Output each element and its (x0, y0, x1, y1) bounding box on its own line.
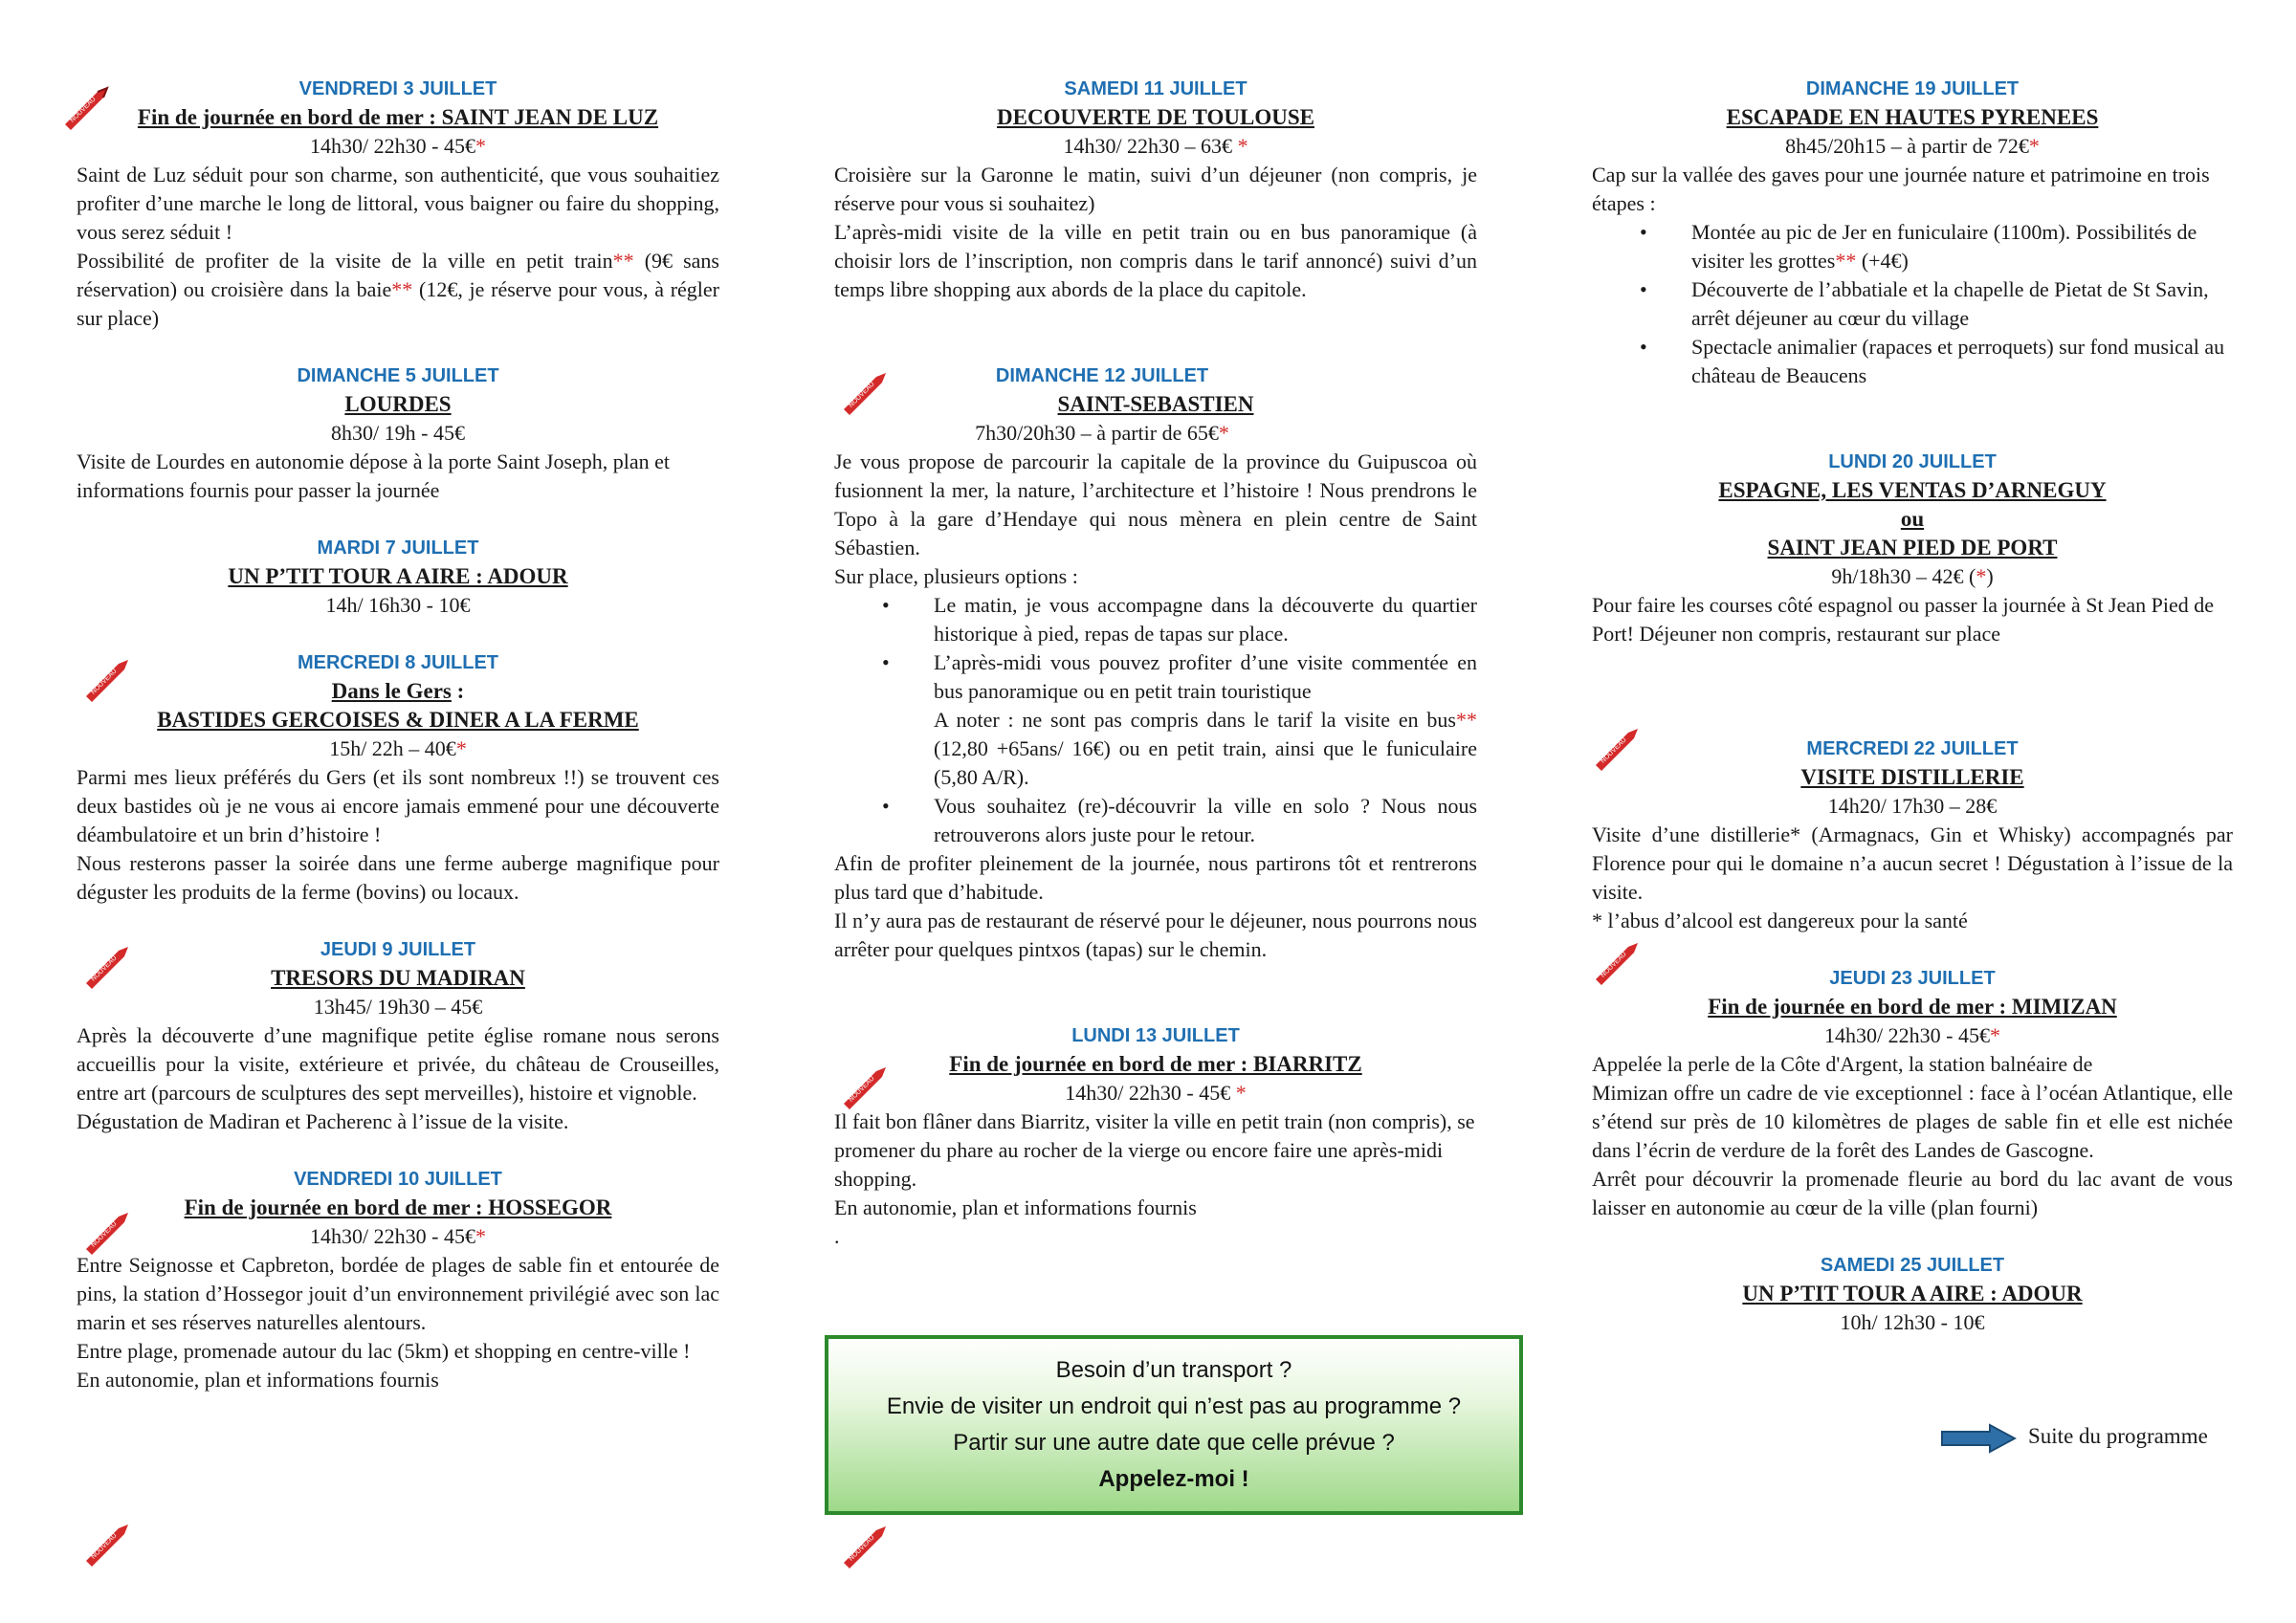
event-description: Pour faire les courses côté espagnol ou passer la journée à St Jean Pied de Port! Déjeuner non compris, restaurant sur place (1592, 593, 2215, 646)
next-program-link (1940, 1417, 2237, 1456)
event-time: 14h30/ 22h30 – 63€ * (1063, 134, 1248, 158)
event-date: DIMANCHE 5 JUILLET (297, 365, 499, 386)
event-time: 13h45/ 19h30 – 45€ (313, 995, 483, 1019)
event-description: Je vous propose de parcourir la capitale de la province du Guipuscoa où fusionnent la mer, la nature, l’architecture et l’histoire ! Nous prendrons le Topo à la gare d’Hendaye qui nous mènera en plein centre de Saint Sébastien. Sur place, plusieurs options : (834, 450, 1477, 588)
event-subtitle: Dans le Gers : (331, 679, 465, 703)
event-mimizan (1592, 964, 2233, 1222)
event-time: 8h45/20h15 – à partir de 72€* (1785, 134, 2040, 158)
list-item: • Découverte de l’abbatiale et la chapelle de Pietat de St Savin, arrêt déjeuner au cœur du village (1592, 275, 2233, 333)
svg-text:NOUVEAU: NOUVEAU (69, 96, 98, 124)
event-tour-aire-adour-2 (1592, 1251, 2233, 1337)
nouveau-ribbon-icon (82, 1519, 132, 1570)
event-description: Parmi mes lieux préférés du Gers (et ils sont nombreux !!) se trouvent ces deux bastides où je ne vous ai encore jamais emmené pour une découverte déambulatoire et un brin d’histoire ! Nous resterons passer la soirée dans une ferme auberge magnifique pour déguster les produits de la ferme (bovins) ou locaux. (77, 765, 719, 904)
event-title: Fin de journée en bord de mer : BIARRITZ (949, 1052, 1362, 1076)
transport-callout-box (825, 1335, 1523, 1515)
event-bastides-gercoises (77, 648, 719, 907)
event-time: 7h30/20h30 – à partir de 65€* (975, 421, 1229, 445)
event-ventas-arneguy (1592, 448, 2233, 648)
list-item: • Spectacle animalier (rapaces et perroquets) sur fond musical au château de Beaucens (1592, 333, 2233, 390)
event-description: Saint de Luz séduit pour son charme, son authenticité, que vous souhaitiez profiter d’une marche le long de littoral, vous baigner ou faire du shopping, vous serez séduit ! Possibilité de profiter de la visite de la ville en petit train** (9€ sans réservation) ou croisière dans la baie** (12€, je réserve pour vous, à régler sur place) (77, 163, 719, 330)
list-item: • Montée au pic de Jer en funiculaire (1100m). Possibilités de visiter les grottes** (+4€) (1592, 218, 2233, 275)
svg-text:NOUVEAU: NOUVEAU (90, 954, 119, 983)
event-title: UN P’TIT TOUR A AIRE : ADOUR (228, 564, 568, 588)
callout-line: Envie de visiter un endroit qui n’est pas au programme ? (886, 1393, 1462, 1419)
list-item: • Le matin, je vous accompagne dans la découverte du quartier historique à pied, repas de tapas sur place. (834, 591, 1477, 648)
column-2 (834, 75, 1477, 1251)
event-date: VENDREDI 3 JUILLET (298, 78, 497, 99)
svg-text:NOUVEAU: NOUVEAU (1600, 951, 1628, 979)
event-title: LOURDES (344, 392, 452, 416)
event-time: 14h30/ 22h30 - 45€* (1824, 1023, 2000, 1047)
list-item: • Vous souhaitez (re)-découvrir la ville en solo ? Nous nous retrouverons alors juste pour le retour. (834, 792, 1477, 849)
event-title-2: SAINT JEAN PIED DE PORT (1767, 536, 2058, 559)
event-description: Appelée la perle de la Côte d'Argent, la station balnéaire de Mimizan offre un cadre de vie exceptionnel : face à l’océan Atlantique, elle s’étend sur près de 10 kilomètres de plages de sable fin et elle est nichée dans l’écrin de verdure de la forêt des Landes de Gascogne. Arrêt pour découvrir la promenade fleurie au bord du lac avant de vous laisser en autonomie au cœur de la ville (plan fourni) (1592, 1052, 2233, 1219)
event-title: Fin de journée en bord de mer : SAINT JEAN DE LUZ (137, 105, 659, 129)
event-date: VENDREDI 10 JUILLET (294, 1169, 502, 1190)
nouveau-ribbon-icon (840, 1521, 890, 1572)
event-date: SAMEDI 11 JUILLET (1064, 78, 1247, 99)
callout-line: Besoin d’un transport ? (1055, 1357, 1292, 1383)
event-title: Fin de journée en bord de mer : HOSSEGOR (184, 1195, 612, 1219)
column-3 (1592, 75, 2233, 1337)
event-title: BASTIDES GERCOISES & DINER A LA FERME (157, 708, 639, 732)
list-item: • L’après-midi vous pouvez profiter d’une visite commentée en bus panoramique ou en petit train touristique (834, 648, 1477, 706)
event-tour-aire-adour (77, 534, 719, 620)
event-time: 8h30/ 19h - 45€ (331, 421, 465, 445)
event-description: Après la découverte d’une magnifique petite église romane nous serons accueillis pour la visite, extérieure et privée, du château de Crouseilles, entre art (parcours de sculptures des sept merveilles), histoire et vignoble. Dégustation de Madiran et Pacherenc à l’issue de la visite. (77, 1023, 719, 1133)
note: A noter : ne sont pas compris dans le tarif la visite en bus** (12,80 +65ans/ 16€) ou en petit train, ainsi que le funiculaire (5,80 A/R). (934, 708, 1477, 789)
callout-line: Partir sur une autre date que celle prévue ? (953, 1430, 1395, 1456)
options-list (834, 792, 1477, 849)
event-date: JEUDI 23 JUILLET (1829, 968, 1996, 989)
event-description: Visite de Lourdes en autonomie dépose à la porte Saint Joseph, plan et informations fournis pour passer la journée (77, 450, 671, 502)
event-biarritz (834, 1021, 1477, 1251)
event-saint-sebastien (834, 362, 1477, 964)
event-title: UN P’TIT TOUR A AIRE : ADOUR (1742, 1282, 2083, 1305)
svg-text:NOUVEAU: NOUVEAU (90, 1220, 119, 1249)
svg-text:NOUVEAU: NOUVEAU (1600, 736, 1628, 765)
event-saint-jean-de-luz (77, 75, 719, 333)
svg-text:NOUVEAU: NOUVEAU (90, 1532, 119, 1561)
event-time: 15h/ 22h – 40€* (329, 736, 467, 760)
event-time: 14h30/ 22h30 - 45€* (310, 134, 486, 158)
steps-list (1592, 218, 2233, 390)
event-time: 14h/ 16h30 - 10€ (325, 593, 471, 617)
event-hautes-pyrenees (1592, 75, 2233, 390)
event-distillerie (1592, 735, 2233, 935)
event-tresors-madiran (77, 935, 719, 1136)
event-title: Fin de journée en bord de mer : MIMIZAN (1708, 995, 2117, 1019)
event-title: TRESORS DU MADIRAN (271, 966, 525, 990)
svg-text:NOUVEAU: NOUVEAU (848, 1534, 876, 1563)
event-date: MERCREDI 8 JUILLET (297, 652, 499, 673)
event-title: SAINT-SEBASTIEN (1057, 392, 1254, 416)
event-title: DECOUVERTE DE TOULOUSE (997, 105, 1314, 129)
event-hossegor (77, 1165, 719, 1394)
event-date: JEUDI 9 JUILLET (320, 939, 476, 960)
event-title: ESPAGNE, LES VENTAS D’ARNEGUY (1718, 478, 2107, 502)
event-title: ESCAPADE EN HAUTES PYRENEES (1726, 105, 2099, 129)
callout-call-me: Appelez-moi ! (1098, 1466, 1249, 1492)
event-date: MERCREDI 22 JUILLET (1806, 738, 2019, 759)
next-program-label: Suite du programme (2028, 1424, 2208, 1448)
event-description: Visite d’une distillerie* (Armagnacs, Gin et Whisky) accompagnés par Florence pour qui le domaine n’a aucun secret ! Dégustation à l’issue de la visite. * l’abus d’alcool est dangereux pour la santé (1592, 822, 2233, 932)
svg-text:NOUVEAU: NOUVEAU (848, 381, 876, 409)
event-date: DIMANCHE 19 JUILLET (1805, 78, 2020, 99)
event-date: LUNDI 20 JUILLET (1828, 451, 1997, 472)
event-lourdes (77, 362, 719, 505)
svg-text:NOUVEAU: NOUVEAU (90, 668, 119, 696)
event-time: 14h30/ 22h30 - 45€* (310, 1224, 486, 1248)
event-time: 9h/18h30 – 42€ (*) (1831, 564, 1994, 588)
event-date: MARDI 7 JUILLET (317, 537, 479, 559)
event-date: DIMANCHE 12 JUILLET (995, 365, 1209, 386)
event-description: Entre Seignosse et Capbreton, bordée de plages de sable fin et entourée de pins, la station d’Hossegor jouit d’un environnement privilégié avec son lac marin et ses réserves naturelles alentours. Entre plage, promenade autour du lac (5km) et shopping en centre-ville ! En autonomie, plan et informations fournis (77, 1253, 719, 1392)
event-or: ou (1900, 507, 1925, 531)
event-toulouse (834, 75, 1477, 304)
right-arrow-icon (1940, 1423, 2017, 1454)
event-time: 10h/ 12h30 - 10€ (1840, 1310, 1985, 1334)
event-time: 14h20/ 17h30 – 28€ (1827, 794, 1998, 818)
event-description: Il fait bon flâner dans Biarritz, visiter la ville en petit train (non compris), se promener du phare au rocher de la vierge ou encore faire une après-midi shopping. En autonomie, plan et informations fournis . (834, 1109, 1475, 1248)
event-date: SAMEDI 25 JUILLET (1820, 1255, 2005, 1276)
event-date: LUNDI 13 JUILLET (1071, 1025, 1240, 1046)
event-description: Cap sur la vallée des gaves pour une journée nature et patrimoine en trois étapes : (1592, 163, 2210, 215)
column-1 (77, 75, 719, 1394)
event-description: Croisière sur la Garonne le matin, suivi d’un déjeuner (non compris, je réserve pour vous si souhaitez) L’après-midi visite de la ville en petit train ou en bus panoramique (à choisir lors de l’inscription, non compris dans le tarif annoncé) suivi d’un temps libre shopping aux abords de la place du capitole. (834, 163, 1477, 301)
options-list (834, 591, 1477, 706)
event-description: Afin de profiter pleinement de la journée, nous partirons tôt et rentrerons plus tard que d’habitude. Il n’y aura pas de restaurant de réservé pour le déjeuner, nous pourrons nous arrêter pour quelques pintxos (tapas) sur le chemin. (834, 851, 1477, 961)
event-time: 14h30/ 22h30 - 45€ * (1065, 1081, 1247, 1105)
event-title: VISITE DISTILLERIE (1800, 765, 2024, 789)
svg-text:NOUVEAU: NOUVEAU (848, 1075, 876, 1104)
